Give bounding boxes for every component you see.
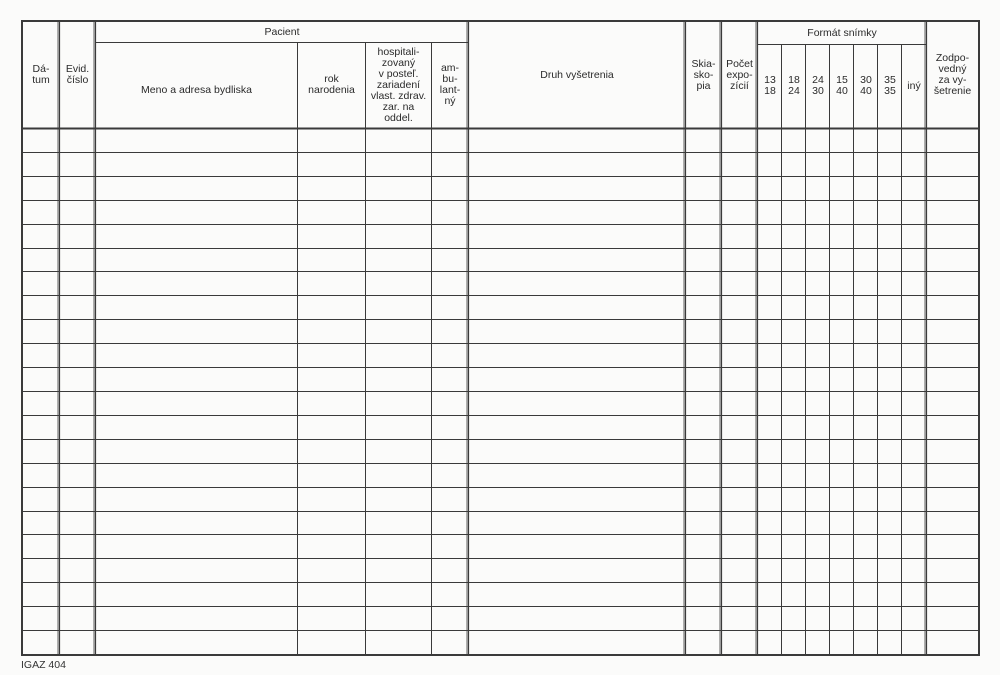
header-druh-vysetrenia: Druh vyšetrenia [540, 68, 614, 81]
header-pacient: Pacient [264, 25, 300, 38]
format-24x30: 24 30 [812, 74, 824, 97]
format-35x35: 35 35 [884, 74, 896, 97]
form-code: IGAZ 404 [21, 659, 66, 671]
format-13x18: 13 18 [764, 74, 776, 97]
header-evid-cislo: Evid. číslo [65, 63, 90, 86]
format-15x40: 15 40 [836, 74, 848, 97]
header-ambulantny: am- bu- lant- ný [439, 62, 461, 107]
header-skiaskopia: Skia- sko- pia [691, 57, 716, 92]
header-rok-narodenia: rok narodenia [308, 73, 355, 96]
header-datum: Dá- tum [32, 63, 50, 86]
format-30x40: 30 40 [860, 74, 872, 97]
format-iny: iný [907, 79, 921, 92]
format-18x24: 18 24 [788, 74, 800, 97]
header-zodpovedny: Zodpo- vedný za vy- šetrenie [933, 52, 972, 97]
radiology-log-form [21, 20, 980, 656]
header-format-snimky: Formát snímky [807, 26, 877, 39]
header-meno-adresa: Meno a adresa bydliska [141, 83, 252, 96]
header-hospitalizovany: hospitali- zovaný v posteľ. zariadení vlast. zdrav. zar. na oddel. [370, 45, 427, 124]
header-pocet-expozicii: Počet expo- zícií [726, 57, 753, 92]
